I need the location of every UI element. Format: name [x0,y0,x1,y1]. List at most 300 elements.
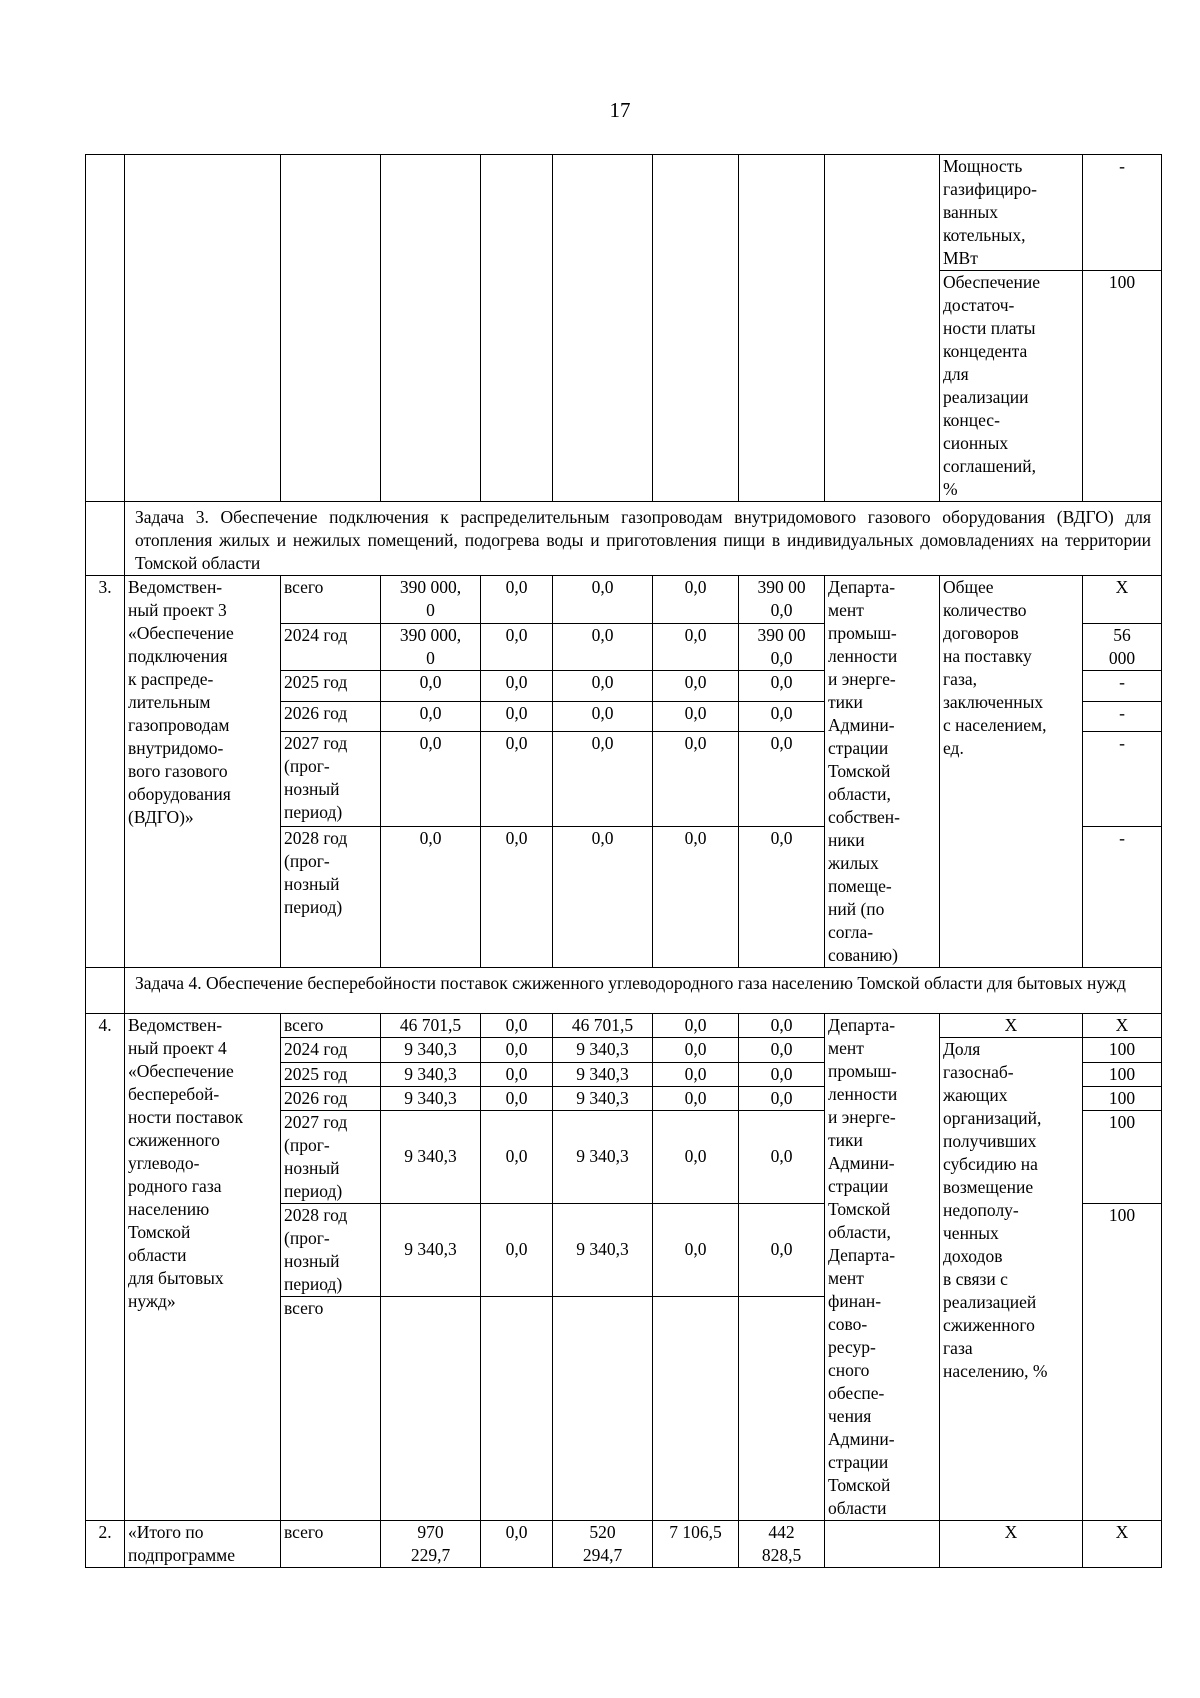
cell-line: и энерге- [828,669,896,689]
cell-line: (прог- [284,1134,330,1155]
period-cell [281,1110,381,1203]
cell-line: для [943,364,969,384]
amount-cell [381,1297,481,1521]
amount-cell [739,732,825,826]
cell-line: реализации [943,387,1029,407]
target-value-cell: - [1083,155,1162,271]
cell-line: 229,7 [410,1545,451,1565]
cell-line: 000 [1108,647,1136,668]
cell-line: период) [284,896,343,917]
cell-line: углеводо- [128,1153,200,1173]
cell-line: 0,0 [591,624,614,645]
cell-line: внутридомо- [128,738,224,758]
amount-cell [739,576,825,624]
cell-line: промыш- [828,623,897,643]
amount-cell [381,576,481,624]
amount-cell [653,1521,739,1568]
subprogram-table [85,154,1162,1568]
amount-cell [653,623,739,671]
cell-line: (прог- [284,1227,330,1248]
cell-line: Общее [943,577,994,597]
period-cell [281,623,381,671]
amount-cell: 0,0 [739,1086,825,1110]
amount-cell [739,1521,825,1568]
cell-line: 0,0 [591,733,614,754]
cell-line: газоснаб- [943,1062,1014,1082]
cell-line: % [943,479,958,499]
amount-cell [653,671,739,701]
cell-line: МВт [943,248,978,268]
cell-line: 2024 год [284,1039,348,1059]
amount-cell [653,576,739,624]
amount-cell: 9 340,3 [553,1086,653,1110]
cell-line: ники [828,830,865,850]
cell-line: 970 [417,1522,444,1542]
cell-line: реализацией [943,1292,1037,1312]
cell-line: 294,7 [582,1545,623,1565]
indicator-cell: Х [940,1014,1083,1038]
cell-line: промыш- [828,1061,897,1081]
target-value-cell [1083,701,1162,731]
amount-cell: 0,0 [739,1038,825,1063]
cell-line: газа, [943,669,978,689]
task-row [86,502,1162,576]
amount-cell: 9 340,3 [381,1062,481,1086]
cell-line: родного газа [128,1176,222,1196]
amount-cell [653,701,739,731]
amount-cell: 0,0 [653,1203,739,1297]
cell-line: 2028 год [284,1204,348,1225]
cell-line: мент [828,1268,864,1288]
cell-line: достаточ- [943,295,1015,315]
cell-line: недополу- [943,1200,1019,1220]
cell-line: газифициро- [943,179,1037,199]
cell-line: к распреде- [128,669,214,689]
cell-line: обеспе- [828,1383,885,1403]
cell-line: ед. [943,738,964,758]
period-cell [281,1203,381,1297]
cell-line: всего [284,577,324,597]
cell-line: подпрограмме [128,1545,235,1565]
cell-line: ленности [828,646,898,666]
cell-line: (ВДГО)» [128,807,194,827]
target-value-cell [1083,576,1162,624]
period-cell [281,671,381,701]
cell-line: ности поставок [128,1107,244,1127]
cell-line: всего [284,1298,324,1318]
cell-line: 0,0 [770,702,793,723]
cell-line: 0,0 [505,733,528,754]
period-cell [281,1038,381,1063]
cell-line: ченных [943,1223,999,1243]
empty-cell [653,155,739,502]
cell-line: 0,0 [591,577,614,597]
cell-line: 2025 год [284,1063,348,1084]
cell-line: ный проект 4 [128,1038,227,1058]
amount-cell [653,1297,739,1521]
amount-cell: 46 701,5 [381,1014,481,1038]
amount-cell [739,826,825,967]
cell-line: 2027 год [284,1111,348,1132]
cell-line: ный проект 3 [128,600,227,620]
amount-cell: 9 340,3 [381,1203,481,1297]
amount-cell: 9 340,3 [381,1110,481,1203]
cell-line: 2027 год [284,733,348,754]
indicator-cell [940,271,1083,502]
cell-line: «Итого по [128,1522,204,1542]
cell-line: финан- [828,1291,882,1311]
cell-line: ванных [943,202,999,222]
cell-line: и энерге- [828,1107,896,1127]
responsible-cell [825,576,940,968]
cell-line: 442 [768,1522,795,1542]
cell-line: - [1119,672,1125,693]
empty-cell [481,155,553,502]
empty-cell [86,502,125,576]
cell-line: для бытовых [128,1268,224,1288]
amount-cell: 0,0 [739,1062,825,1086]
top-row-1 [86,155,1162,271]
amount-cell: 0,0 [481,1014,553,1038]
cell-line: согла- [828,922,874,942]
cell-line: мент [828,1038,864,1058]
cell-line: 0,0 [770,672,793,693]
indicator-cell [940,155,1083,271]
cell-line: Мощность [943,156,1023,176]
page-number: 17 [609,98,631,122]
amount-cell [481,826,553,967]
cell-line: мент [828,600,864,620]
cell-line: 0,0 [505,624,528,645]
task-3-title: Задача 3. Обеспечение подключения к распределительным газопроводам внутридомового газового оборудования (ВДГО) для отопления жилых и нежилых помещений, подогрева воды и приготовления пищи в индивидуальных домовладениях на территории Томской области [125,502,1162,576]
cell-line: ленности [828,1084,898,1104]
target-value-cell: 100 [1083,1086,1162,1110]
amount-cell [381,701,481,731]
cell-line: 0 [426,600,435,620]
cell-line: нозный [284,1157,340,1178]
empty-cell [739,155,825,502]
amount-cell [481,732,553,826]
cell-line: жилых [828,853,879,873]
cell-line: 0,0 [684,702,707,723]
cell-line: 0,0 [684,827,707,848]
target-value-cell: Х [1083,1521,1162,1568]
amount-cell: 0,0 [653,1086,739,1110]
cell-line: концедента [943,341,1028,361]
cell-line: доходов [943,1246,1003,1266]
cell-line: 0,0 [684,672,707,693]
cell-line: (прог- [284,850,330,871]
amount-cell [381,1521,481,1568]
target-value-cell [1083,732,1162,826]
cell-line: 0,0 [591,672,614,693]
cell-line: субсидию на [943,1154,1038,1174]
amount-cell: 0,0 [653,1062,739,1086]
row-number: 3. [86,576,125,968]
cell-line: ний (по [828,899,885,919]
cell-line: ности платы [943,318,1036,338]
cell-line: 0,0 [419,702,442,723]
amount-cell [481,576,553,624]
row-number: 4. [86,1014,125,1521]
cell-line: Х [1115,577,1129,597]
empty-cell [553,155,653,502]
cell-line: 390 00 [757,577,806,597]
target-value-cell: 100 [1083,1203,1162,1521]
amount-cell: 9 340,3 [553,1038,653,1063]
cell-line: сжиженного [943,1315,1035,1335]
indicator-cell [940,576,1083,968]
cell-line: 0,0 [419,827,442,848]
cell-line: оборудования [128,784,231,804]
amount-cell: 9 340,3 [381,1086,481,1110]
table-body [86,155,1162,1568]
amount-cell [739,623,825,671]
empty-cell [381,155,481,502]
project-name [125,576,281,968]
cell-line: населению, % [943,1361,1048,1381]
cell-line: чения [828,1406,872,1426]
amount-cell [553,576,653,624]
cell-line: получивших [943,1131,1037,1151]
cell-line: 0 [426,647,435,668]
cell-line: 2028 год [284,827,348,848]
cell-line: Ведомствен- [128,577,223,597]
cell-line: 0,0 [770,647,793,668]
cell-line: 0,0 [505,827,528,848]
cell-line: сжиженного [128,1130,220,1150]
cell-line: с населением, [943,715,1047,735]
cell-line: Департа- [828,577,896,597]
cell-line: Томской [128,1222,191,1242]
amount-cell [553,1297,653,1521]
cell-line: бесперебой- [128,1084,220,1104]
project-3-row [86,576,1162,624]
amount-cell: 0,0 [481,1038,553,1063]
cell-line: количество [943,600,1027,620]
amount-cell: 9 340,3 [553,1062,653,1086]
cell-line: 390 000, [399,577,462,597]
cell-line: Ведомствен- [128,1015,223,1035]
cell-line: нозный [284,873,340,894]
amount-cell [653,732,739,826]
target-value-cell [1083,623,1162,671]
cell-line: 0,0 [419,672,442,693]
indicator-cell: Х [940,1521,1083,1568]
cell-line: нозный [284,779,340,800]
cell-line: сионных [943,433,1009,453]
amount-cell [481,1521,553,1568]
amount-cell [739,701,825,731]
cell-line: 0,0 [419,733,442,754]
cell-line: 0,0 [770,827,793,848]
cell-line: - [1119,827,1125,848]
cell-line: 390 000, [399,624,462,645]
cell-line: ресур- [828,1337,876,1357]
cell-line: концес- [943,410,1000,430]
cell-line: 0,0 [684,733,707,754]
amount-cell: 0,0 [653,1110,739,1203]
amount-cell [381,623,481,671]
amount-cell [481,701,553,731]
cell-line: 0,0 [505,702,528,723]
amount-cell [481,623,553,671]
amount-cell: 0,0 [739,1110,825,1203]
amount-cell [653,826,739,967]
project-name [125,1521,281,1568]
row-number: 2. [86,1521,125,1568]
cell-line: возмещение [943,1177,1034,1197]
cell-line: договоров [943,623,1019,643]
cell-line: Обеспечение [943,272,1041,292]
amount-cell [553,732,653,826]
target-value-cell: 100 [1083,1062,1162,1086]
cell-line: 0,0 [591,827,614,848]
amount-cell [381,826,481,967]
cell-line: на поставку [943,646,1032,666]
cell-line: нужд» [128,1291,176,1311]
cell-line: 520 [589,1522,616,1542]
cell-line: 828,5 [761,1545,802,1565]
responsible-cell [825,1014,940,1521]
cell-line: Томской [828,1475,891,1495]
period-cell: всего [281,1521,381,1568]
cell-line: страции [828,1176,889,1196]
responsible-cell [825,1521,940,1568]
project-name [125,1014,281,1521]
cell-line: 0,0 [770,733,793,754]
cell-line: населению [128,1199,210,1219]
amount-cell [381,671,481,701]
total-row [86,1521,1162,1568]
cell-line: страции [828,1452,889,1472]
empty-cell [86,968,125,1014]
cell-line: области, [828,1222,891,1242]
amount-cell: 0,0 [739,1203,825,1297]
amount-cell [739,1297,825,1521]
cell-line: организаций, [943,1108,1042,1128]
target-value-cell: 100 [1083,1110,1162,1203]
amount-cell [553,701,653,731]
empty-cell [86,155,125,502]
cell-line: соглашений, [943,456,1037,476]
cell-line: области, [828,784,891,804]
cell-line: 0,0 [505,672,528,693]
cell-line: газопроводам [128,715,230,735]
amount-cell [553,671,653,701]
amount-cell: 9 340,3 [553,1110,653,1203]
cell-line: Доля [943,1039,981,1059]
amount-cell [481,671,553,701]
amount-cell [739,671,825,701]
amount-cell: 0,0 [653,1038,739,1063]
cell-line: тики [828,1130,863,1150]
period-cell [281,576,381,624]
cell-line: 390 00 [757,624,806,645]
cell-line: сованию) [828,945,898,965]
period-cell [281,732,381,826]
period-cell [281,701,381,731]
period-cell [281,1086,381,1110]
target-value-cell: 100 [1083,271,1162,502]
amount-cell: 0,0 [481,1203,553,1297]
cell-line: Томской [828,761,891,781]
empty-cell [281,155,381,502]
cell-line: всего [284,1015,324,1035]
cell-line: тики [828,692,863,712]
cell-line: Департа- [828,1245,896,1265]
target-value-cell: 100 [1083,1038,1162,1063]
cell-line: (прог- [284,756,330,777]
amount-cell: 0,0 [481,1086,553,1110]
target-value-cell [1083,671,1162,701]
cell-line: лительным [128,692,211,712]
cell-line: 0,0 [505,577,528,597]
cell-line: - [1119,702,1125,723]
indicator-cell [940,1038,1083,1521]
cell-line: сного [828,1360,870,1380]
cell-line: подключения [128,646,228,666]
amount-cell: 9 340,3 [553,1203,653,1297]
cell-line: страции [828,738,889,758]
project-4-row [86,1014,1162,1038]
cell-line: 0,0 [684,577,707,597]
cell-line: котельных, [943,225,1026,245]
cell-line: Админи- [828,715,895,735]
cell-line: Департа- [828,1015,896,1035]
amount-cell: 0,0 [481,1062,553,1086]
cell-line: период) [284,1273,343,1294]
cell-line: «Обеспечение [128,1061,234,1081]
empty-cell [125,155,281,502]
period-cell [281,1297,381,1521]
cell-line: 0,0 [684,624,707,645]
cell-line: 2024 год [284,624,348,645]
cell-line: «Обеспечение [128,623,234,643]
cell-line: 0,0 [770,600,793,620]
amount-cell [553,1521,653,1568]
cell-line: вого газового [128,761,228,781]
cell-line: 0,0 [591,702,614,723]
period-cell [281,1014,381,1038]
amount-cell [553,623,653,671]
amount-cell: 46 701,5 [553,1014,653,1038]
cell-line: области [128,1245,187,1265]
cell-line: 56 [1113,624,1131,645]
cell-line: период) [284,802,343,823]
target-value-cell [1083,826,1162,967]
cell-line: 2026 год [284,702,348,723]
cell-line: собствен- [828,807,900,827]
cell-line: заключенных [943,692,1044,712]
task-row [86,968,1162,1014]
cell-line: - [1119,733,1125,754]
cell-line: области [828,1498,887,1518]
empty-cell [825,155,940,502]
cell-line: жающих [943,1085,1008,1105]
amount-cell: 0,0 [739,1014,825,1038]
amount-cell: 0,0 [653,1014,739,1038]
amount-cell [381,732,481,826]
amount-cell [481,1297,553,1521]
target-value-cell: Х [1083,1014,1162,1038]
amount-cell: 0,0 [481,1110,553,1203]
period-cell [281,1062,381,1086]
cell-line: 2026 год [284,1087,348,1108]
amount-cell: 9 340,3 [381,1038,481,1063]
cell-line: Админи- [828,1429,895,1449]
cell-line: нозный [284,1250,340,1271]
